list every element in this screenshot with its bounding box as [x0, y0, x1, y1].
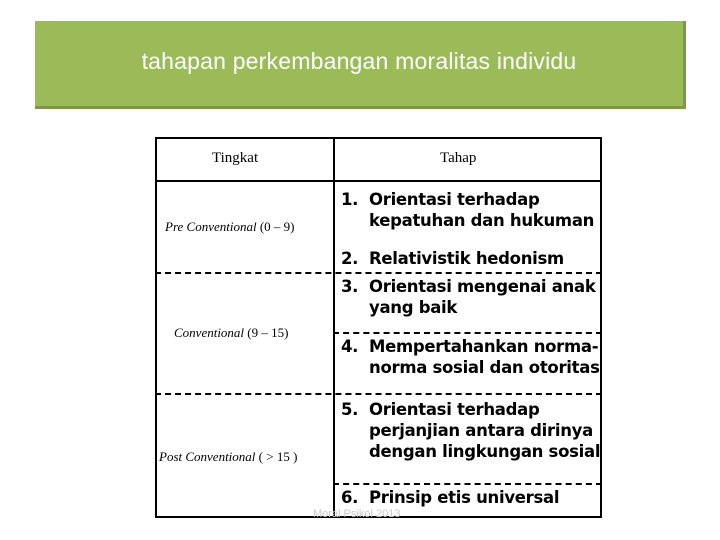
stage-2: [341, 248, 564, 269]
stage-line: Orientasi mengenai anak: [369, 277, 596, 296]
level-post-conventional: [159, 449, 297, 465]
stage-number: 2.: [341, 249, 359, 268]
row-separator: [155, 272, 602, 274]
stage-line: norma sosial dan otoritas: [369, 358, 600, 377]
stage-number: 1.: [341, 190, 359, 209]
stage-4: [341, 336, 600, 378]
stage-line: perjanjian antara dirinya: [369, 421, 593, 440]
stage-line: Mempertahankan norma-: [369, 337, 599, 356]
row-separator: [155, 393, 602, 395]
stage-line: dengan lingkungan sosial: [369, 442, 601, 461]
level-range: ( > 15 ): [255, 449, 298, 464]
stage-number: 4.: [341, 337, 359, 356]
row-separator: [333, 332, 602, 334]
level-range: (9 – 15): [244, 325, 289, 340]
header-stage: Tahap: [440, 150, 477, 166]
stage-line: Relativistik hedonism: [369, 249, 564, 268]
header-level: Tingkat: [212, 150, 259, 166]
table-left-border: [155, 137, 157, 518]
stage-number: 5.: [341, 400, 359, 419]
stage-line: kepatuhan dan hukuman: [369, 211, 595, 230]
level-name: Conventional: [174, 325, 245, 340]
table-top-border: [155, 137, 602, 139]
level-name: Pre Conventional: [165, 219, 257, 234]
stage-line: yang baik: [369, 298, 458, 317]
stage-line: Prinsip etis universal: [369, 488, 560, 507]
stage-6: [341, 487, 559, 508]
moral-stages-table: [155, 137, 602, 518]
stage-3: [341, 276, 596, 318]
level-range: (0 – 9): [256, 219, 295, 234]
stage-line: Orientasi terhadap: [369, 190, 540, 209]
title-banner: [35, 21, 686, 109]
stage-number: 6.: [341, 488, 359, 507]
table-right-border: [600, 137, 602, 518]
row-separator: [333, 483, 602, 485]
stage-1: [341, 189, 594, 231]
table-column-divider: [333, 137, 335, 518]
stage-line: Orientasi terhadap: [369, 400, 540, 419]
level-pre-conventional: [165, 219, 295, 235]
level-name: Post Conventional: [159, 449, 256, 464]
page-title: tahapan perkembangan moralitas individu: [141, 48, 577, 74]
table-header-separator: [155, 180, 602, 182]
stage-number: 3.: [341, 277, 359, 296]
stage-5: [341, 399, 600, 462]
footer-watermark: Moral Psikol 2013: [313, 508, 401, 520]
level-conventional: [174, 325, 288, 341]
